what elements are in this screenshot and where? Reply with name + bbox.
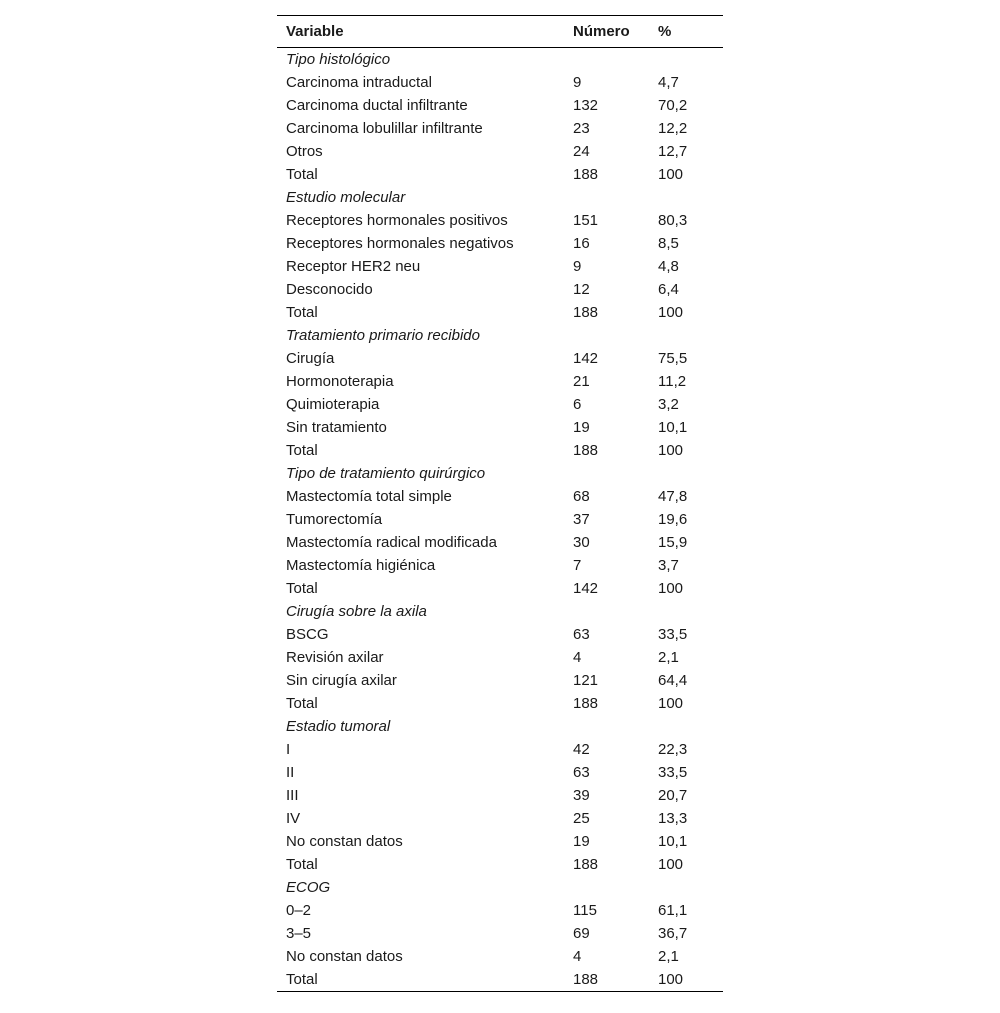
cell-variable: Desconocido: [286, 281, 373, 298]
cell-variable: Total: [286, 442, 318, 459]
cell-variable: Hormonoterapia: [286, 373, 394, 390]
cell-numero: 9: [573, 258, 582, 275]
section-row: [277, 715, 723, 738]
cell-percent: 12,7: [658, 143, 688, 160]
table-row: [277, 94, 723, 117]
header-variable: Variable: [286, 23, 344, 40]
section-row: [277, 600, 723, 623]
cell-percent: 12,2: [658, 120, 688, 137]
header-numero: Número: [573, 23, 630, 40]
cell-variable: Mastectomía total simple: [286, 488, 452, 505]
cell-percent: 11,2: [658, 373, 687, 390]
cell-percent: 100: [658, 580, 684, 597]
cell-numero: 63: [573, 764, 590, 781]
cell-variable: Carcinoma intraductal: [286, 74, 432, 91]
cell-percent: 47,8: [658, 488, 688, 505]
cell-variable: 0–2: [286, 902, 312, 919]
cell-variable: II: [286, 764, 295, 781]
cell-variable: I: [286, 741, 291, 758]
section-row: [277, 324, 723, 347]
section-title: Estudio molecular: [286, 189, 406, 206]
cell-numero: 21: [573, 373, 590, 390]
section-title: ECOG: [286, 879, 331, 896]
cell-variable: Receptores hormonales negativos: [286, 235, 514, 252]
table-row: [277, 577, 723, 600]
table-row: [277, 646, 723, 669]
cell-numero: 69: [573, 925, 590, 942]
cell-percent: 100: [658, 695, 684, 712]
section-title: Estadio tumoral: [286, 718, 391, 735]
table-row: [277, 508, 723, 531]
table-row: [277, 669, 723, 692]
cell-percent: 6,4: [658, 281, 679, 298]
cell-percent: 8,5: [658, 235, 679, 252]
cell-percent: 61,1: [658, 902, 688, 919]
cell-percent: 100: [658, 971, 684, 988]
cell-variable: Total: [286, 971, 318, 988]
section-title: Cirugía sobre la axila: [286, 603, 427, 620]
cell-variable: III: [286, 787, 299, 804]
table-row: [277, 209, 723, 232]
table-row: [277, 761, 723, 784]
cell-percent: 100: [658, 856, 684, 873]
section-title: Tipo de tratamiento quirúrgico: [286, 465, 486, 482]
cell-numero: 19: [573, 419, 590, 436]
cell-numero: 115: [573, 902, 597, 919]
cell-numero: 25: [573, 810, 590, 827]
cell-percent: 70,2: [658, 97, 688, 114]
cell-numero: 19: [573, 833, 590, 850]
table-row: [277, 784, 723, 807]
table-row: [277, 393, 723, 416]
table-header: [277, 16, 723, 48]
cell-variable: Mastectomía higiénica: [286, 557, 436, 574]
table-row: [277, 485, 723, 508]
cell-variable: Quimioterapia: [286, 396, 380, 413]
cell-numero: 142: [573, 580, 599, 597]
cell-numero: 30: [573, 534, 590, 551]
cell-numero: 16: [573, 235, 590, 252]
table-row: [277, 968, 723, 992]
cell-variable: BSCG: [286, 626, 329, 643]
cell-percent: 36,7: [658, 925, 688, 942]
cell-percent: 80,3: [658, 212, 688, 229]
data-table-container: [277, 15, 723, 992]
cell-percent: 15,9: [658, 534, 688, 551]
cell-percent: 19,6: [658, 511, 688, 528]
cell-percent: 75,5: [658, 350, 688, 367]
cell-variable: Total: [286, 580, 318, 597]
table-row: [277, 163, 723, 186]
cell-variable: Otros: [286, 143, 323, 160]
cell-numero: 188: [573, 304, 599, 321]
table-row: [277, 623, 723, 646]
cell-numero: 39: [573, 787, 590, 804]
cell-percent: 33,5: [658, 764, 688, 781]
cell-variable: No constan datos: [286, 948, 403, 965]
cell-numero: 188: [573, 856, 599, 873]
cell-percent: 3,2: [658, 396, 679, 413]
table-row: [277, 255, 723, 278]
cell-variable: Mastectomía radical modificada: [286, 534, 497, 551]
cell-variable: Total: [286, 304, 318, 321]
table-row: [277, 922, 723, 945]
cell-percent: 100: [658, 442, 684, 459]
table-body: [277, 48, 723, 992]
section-row: [277, 462, 723, 485]
header-row: [277, 16, 723, 48]
cell-variable: Total: [286, 166, 318, 183]
cell-numero: 121: [573, 672, 599, 689]
cell-variable: Receptores hormonales positivos: [286, 212, 508, 229]
cell-variable: Receptor HER2 neu: [286, 258, 421, 275]
cell-variable: 3–5: [286, 925, 312, 942]
table-row: [277, 738, 723, 761]
cell-variable: IV: [286, 810, 301, 827]
cell-numero: 188: [573, 971, 599, 988]
cell-variable: Tumorectomía: [286, 511, 383, 528]
table-row: [277, 692, 723, 715]
table-row: [277, 807, 723, 830]
cell-percent: 2,1: [658, 649, 679, 666]
table-row: [277, 347, 723, 370]
table-row: [277, 853, 723, 876]
section-row: [277, 876, 723, 899]
cell-variable: Sin cirugía axilar: [286, 672, 397, 689]
table-row: [277, 899, 723, 922]
table-row: [277, 416, 723, 439]
data-table: [277, 15, 723, 992]
cell-percent: 4,7: [658, 74, 679, 91]
section-title: Tipo histológico: [286, 51, 391, 68]
cell-variable: Sin tratamiento: [286, 419, 387, 436]
table-row: [277, 232, 723, 255]
cell-numero: 4: [573, 649, 582, 666]
cell-percent: 20,7: [658, 787, 688, 804]
cell-variable: Carcinoma lobulillar infiltrante: [286, 120, 483, 137]
cell-numero: 6: [573, 396, 582, 413]
cell-numero: 4: [573, 948, 582, 965]
table-row: [277, 554, 723, 577]
cell-variable: Revisión axilar: [286, 649, 384, 666]
cell-percent: 10,1: [658, 833, 688, 850]
cell-variable: Total: [286, 856, 318, 873]
cell-percent: 100: [658, 304, 684, 321]
cell-numero: 142: [573, 350, 599, 367]
cell-numero: 9: [573, 74, 582, 91]
cell-numero: 188: [573, 166, 599, 183]
cell-percent: 10,1: [658, 419, 688, 436]
cell-numero: 7: [573, 557, 582, 574]
section-row: [277, 186, 723, 209]
cell-percent: 33,5: [658, 626, 688, 643]
table-row: [277, 439, 723, 462]
cell-numero: 68: [573, 488, 590, 505]
cell-numero: 188: [573, 442, 599, 459]
table-row: [277, 140, 723, 163]
cell-numero: 23: [573, 120, 590, 137]
cell-numero: 37: [573, 511, 590, 528]
cell-variable: Total: [286, 695, 318, 712]
header-percent: %: [658, 23, 672, 40]
cell-variable: No constan datos: [286, 833, 403, 850]
table-row: [277, 945, 723, 968]
cell-percent: 2,1: [658, 948, 679, 965]
section-title: Tratamiento primario recibido: [286, 327, 480, 344]
cell-variable: Carcinoma ductal infiltrante: [286, 97, 468, 114]
cell-percent: 100: [658, 166, 684, 183]
cell-numero: 42: [573, 741, 590, 758]
table-row: [277, 71, 723, 94]
cell-percent: 4,8: [658, 258, 679, 275]
table-row: [277, 278, 723, 301]
table-row: [277, 531, 723, 554]
cell-numero: 151: [573, 212, 599, 229]
table-row: [277, 830, 723, 853]
table-row: [277, 301, 723, 324]
cell-percent: 3,7: [658, 557, 679, 574]
cell-numero: 24: [573, 143, 590, 160]
cell-numero: 63: [573, 626, 590, 643]
cell-numero: 132: [573, 97, 599, 114]
cell-percent: 64,4: [658, 672, 688, 689]
table-row: [277, 117, 723, 140]
cell-percent: 13,3: [658, 810, 688, 827]
section-row: [277, 48, 723, 72]
cell-numero: 12: [573, 281, 590, 298]
cell-variable: Cirugía: [286, 350, 335, 367]
cell-numero: 188: [573, 695, 599, 712]
cell-percent: 22,3: [658, 741, 688, 758]
table-row: [277, 370, 723, 393]
